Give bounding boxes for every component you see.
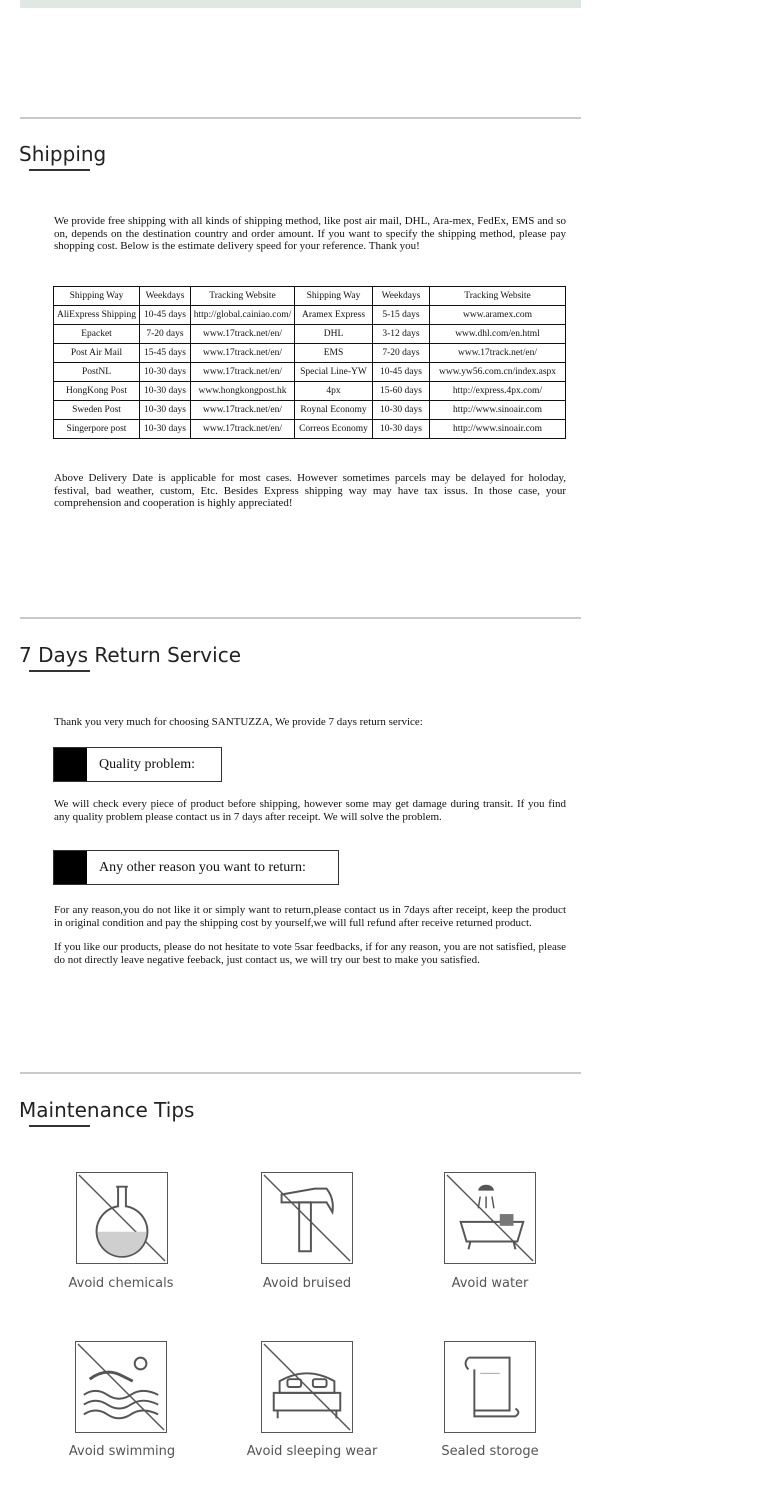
table-cell: DHL [295, 325, 373, 344]
other-reason-paragraph: For any reason,you do not like it or simply want to return,please contact us in 7days after receipt, keep the product in original condition and pay the shipping cost by yourself,we will full refund after receive returned product. [54, 904, 566, 929]
table-header-cell: Weekdays [373, 287, 430, 306]
maintenance-tile [261, 1172, 353, 1264]
table-cell: http://www.sinoair.com [430, 420, 566, 439]
label-marker-block [54, 851, 87, 884]
table-cell: Singerpore post [54, 420, 140, 439]
table-cell: 5-15 days [373, 306, 430, 325]
table-cell: 10-30 days [140, 420, 191, 439]
table-cell: www.17track.net/en/ [191, 420, 295, 439]
table-header-cell: Weekdays [140, 287, 191, 306]
table-row [54, 325, 566, 344]
table-row [54, 306, 566, 325]
table-cell: www.aramex.com [430, 306, 566, 325]
table-cell: 10-30 days [373, 401, 430, 420]
table-cell: 10-30 days [140, 363, 191, 382]
table-cell: AliExpress Shipping [54, 306, 140, 325]
quality-problem-paragraph: We will check every piece of product before shipping, however some may get damage during transit. If you find any quality problem please contact us in 7 days after receipt. We will solve the problem. [54, 798, 566, 823]
table-header-cell: Tracking Website [430, 287, 566, 306]
table-header-row [54, 287, 566, 306]
bed-icon [262, 1342, 352, 1432]
shower-bathtub-icon [445, 1173, 535, 1263]
section-divider [20, 617, 581, 619]
table-cell: 15-60 days [373, 382, 430, 401]
section-divider [20, 1072, 581, 1074]
table-cell: www.17track.net/en/ [191, 363, 295, 382]
tip-label: Avoid swimming [68, 1444, 176, 1459]
table-cell: www.yw56.com.cn/index.aspx [430, 363, 566, 382]
product-image-bottom-edge [20, 0, 581, 8]
shipping-note: Above Delivery Date is applicable for most cases. However sometimes parcels may be delayed for holoday, festival, bad weather, custom, Etc. Besides Express shipping way may have tax issus. In those case, your comprehension and cooperation is highly appreciated! [54, 472, 566, 510]
table-cell: Post Air Mail [54, 344, 140, 363]
table-cell: EMS [295, 344, 373, 363]
table-row [54, 344, 566, 363]
maintenance-heading: Maintenance Tips [19, 1098, 195, 1122]
table-cell: 7-20 days [373, 344, 430, 363]
table-cell: www.dhl.com/en.html [430, 325, 566, 344]
table-cell: Epacket [54, 325, 140, 344]
table-cell: www.17track.net/en/ [430, 344, 566, 363]
other-reason-label [53, 850, 339, 885]
scroll-icon [445, 1342, 535, 1432]
table-cell: 7-20 days [140, 325, 191, 344]
table-cell: 10-30 days [140, 382, 191, 401]
table-header-cell: Tracking Website [191, 287, 295, 306]
maintenance-tile [76, 1172, 168, 1264]
heading-underline [29, 670, 90, 672]
table-cell: PostNL [54, 363, 140, 382]
table-cell: www.17track.net/en/ [191, 401, 295, 420]
other-reason-text: Any other reason you want to return: [99, 859, 306, 875]
table-row [54, 363, 566, 382]
table-row [54, 420, 566, 439]
table-header-cell: Shipping Way [295, 287, 373, 306]
swimmer-icon [76, 1342, 166, 1432]
table-cell: Aramex Express [295, 306, 373, 325]
table-cell: 10-30 days [373, 420, 430, 439]
tip-label: Sealed storoge [441, 1444, 539, 1459]
quality-problem-text: Quality problem: [99, 756, 196, 772]
shipping-heading: Shipping [19, 142, 107, 166]
shipping-intro: We provide free shipping with all kinds of shipping method, like post air mail, DHL, Ara-mex, FedEx, EMS and so on, depends on the destination country and order amount. If you want to specify the shipping method, please pay shopping cost. Below is the estimate delivery speed for your reference. Thank you! [54, 215, 566, 253]
table-cell: 10-30 days [140, 401, 191, 420]
table-cell: Roynal Economy [295, 401, 373, 420]
heading-underline [29, 169, 90, 171]
tip-label: Avoid chemicals [68, 1276, 174, 1291]
table-cell: 15-45 days [140, 344, 191, 363]
table-cell: www.17track.net/en/ [191, 325, 295, 344]
table-cell: HongKong Post [54, 382, 140, 401]
quality-problem-label [53, 747, 222, 782]
maintenance-tile [444, 1341, 536, 1433]
tip-label: Avoid bruised [262, 1276, 352, 1291]
table-cell: 10-45 days [140, 306, 191, 325]
table-cell: Correos Economy [295, 420, 373, 439]
returns-heading: 7 Days Return Service [19, 643, 241, 667]
feedback-paragraph: If you like our products, please do not hesitate to vote 5sar feedbacks, if for any reason, you are not satisfied, please do not directly leave negative feeback, just contact us, we will try our best to make you satisfied. [54, 941, 566, 966]
tip-label: Avoid sleeping wear [246, 1444, 378, 1459]
shipping-table [53, 286, 566, 439]
table-cell: www.hongkongpost.hk [191, 382, 295, 401]
table-cell: Special Line-YW [295, 363, 373, 382]
label-marker-block [54, 748, 87, 781]
maintenance-tile [75, 1341, 167, 1433]
table-cell: www.17track.net/en/ [191, 344, 295, 363]
maintenance-tile [261, 1341, 353, 1433]
table-row [54, 401, 566, 420]
table-cell: 3-12 days [373, 325, 430, 344]
table-header-cell: Shipping Way [54, 287, 140, 306]
returns-intro: Thank you very much for choosing SANTUZZA, We provide 7 days return service: [54, 716, 423, 728]
flask-icon [77, 1173, 167, 1263]
table-cell: http://www.sinoair.com [430, 401, 566, 420]
table-cell: http://express.4px.com/ [430, 382, 566, 401]
hammer-icon [262, 1173, 352, 1263]
table-cell: http://global.cainiao.com/ [191, 306, 295, 325]
maintenance-tile [444, 1172, 536, 1264]
heading-underline [29, 1125, 90, 1127]
tip-label: Avoid water [451, 1276, 529, 1291]
table-cell: 4px [295, 382, 373, 401]
section-divider [20, 117, 581, 119]
table-cell: 10-45 days [373, 363, 430, 382]
table-row [54, 382, 566, 401]
table-cell: Sweden Post [54, 401, 140, 420]
